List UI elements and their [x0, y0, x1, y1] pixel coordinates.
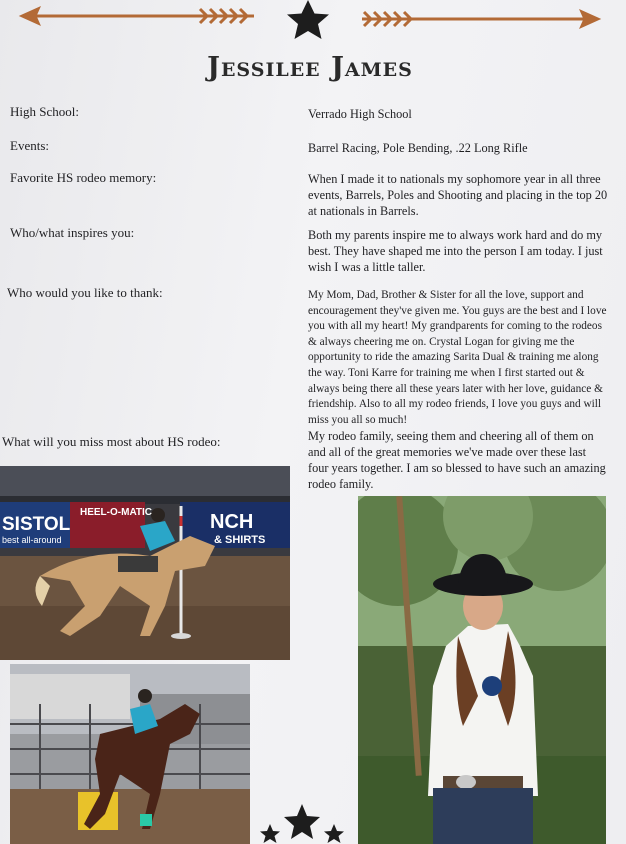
star-icon — [260, 824, 280, 843]
question-inspiration: Who/what inspires you: — [10, 225, 135, 240]
answer-miss-most: My rodeo family, seeing them and cheering all of them on and all of the great memories we've made over these last four years together. I am so blessed to have such an amazing rodeo family. — [308, 429, 606, 491]
banner-text-all-around: best all-around — [2, 535, 62, 545]
page-title: Jessilee James — [207, 52, 413, 83]
arena-photo — [0, 466, 290, 660]
question-thanks: Who would you like to thank: — [7, 285, 163, 300]
answer-favorite-memory: When I made it to nationals my sophomore year in all three events, Barrels, Poles and Shooting and placing in the top 20 at nationals in Barrels. — [308, 172, 608, 218]
header-banner — [0, 0, 626, 50]
portrait-photo — [358, 496, 606, 844]
right-arrow-icon — [362, 10, 600, 28]
question-high-school: High School: — [10, 104, 79, 119]
banner-text-nch: NCH — [210, 511, 254, 533]
barrel-photo — [10, 664, 250, 844]
banner-text-heel-o-matic: HEEL-O-MATIC — [80, 507, 153, 518]
answer-inspiration: Both my parents inspire me to always work hard and do my best. They have shaped me into the person I am today. I just wish I was a little taller. — [308, 228, 603, 274]
footer-stars — [250, 800, 360, 844]
star-icon — [324, 824, 344, 843]
left-arrow-icon — [20, 7, 254, 25]
answer-events: Barrel Racing, Pole Bending, .22 Long Rifle — [308, 141, 528, 155]
question-favorite-memory: Favorite HS rodeo memory: — [10, 170, 157, 185]
banner-text-shirts: & SHIRTS — [214, 534, 266, 546]
star-icon — [284, 804, 320, 839]
answer-thanks: My Mom, Dad, Brother & Sister for all the love, support and encouragement they've given me. You guys are the best and I love you with all my heart! My grandparents for coming to the rodeos & always cheering me on. Crystal Logan for giving me the opportunity to ride the amazing Sarita Dual & training me along the way. Toni Karre for training me when I first started out & always being there all these years later with her love, guidance & friendship. Also to all my rodeo friends, I love you guys and will miss you all so much! — [308, 289, 607, 426]
question-miss-most: What will you miss most about HS rodeo: — [2, 434, 221, 449]
star-icon — [287, 0, 329, 39]
answer-high-school: Verrado High School — [308, 107, 412, 121]
question-events: Events: — [10, 138, 49, 153]
banner-text-sistol: SISTOL — [2, 514, 71, 535]
